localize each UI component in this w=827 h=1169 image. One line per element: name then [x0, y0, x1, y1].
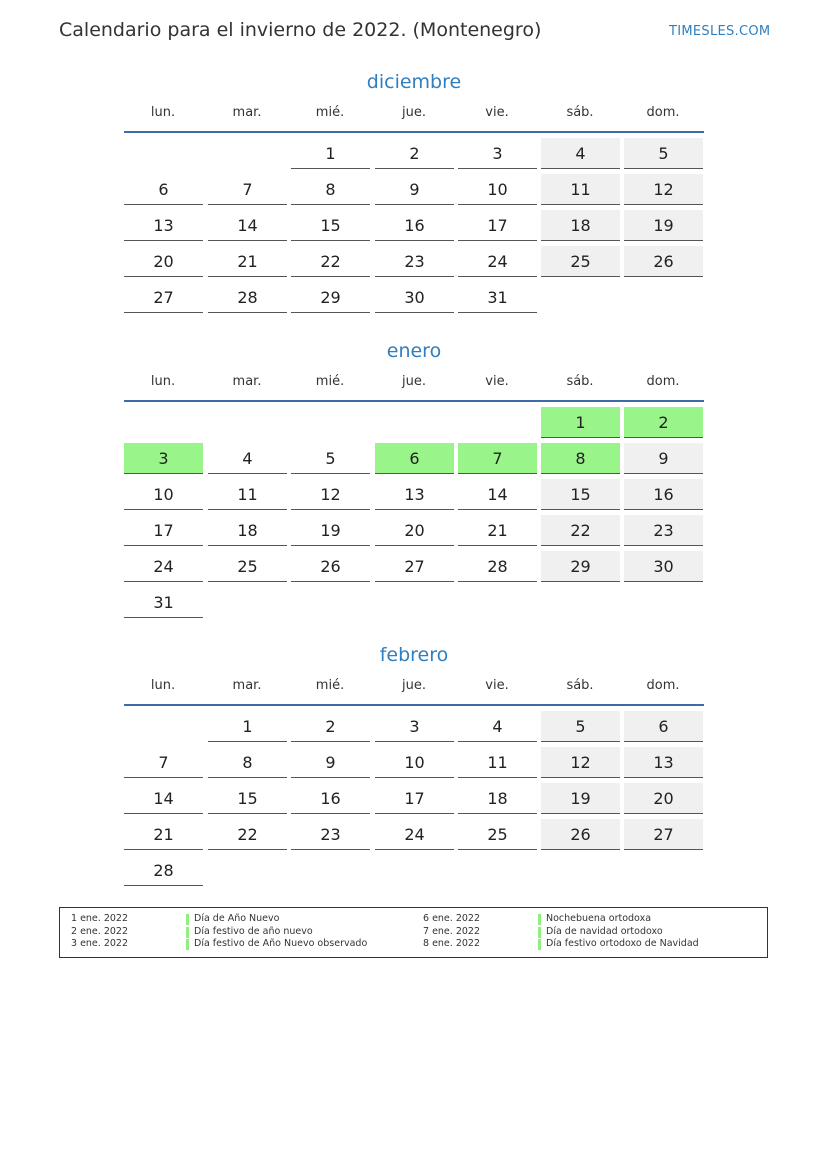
day-cell: 16 — [291, 783, 370, 814]
day-cell: 12 — [541, 747, 620, 778]
day-cell: 30 — [375, 282, 454, 313]
weekday-label: dom. — [646, 678, 680, 693]
day-cell: 31 — [124, 587, 203, 618]
day-cell: 16 — [375, 210, 454, 241]
day-cell: 16 — [624, 479, 703, 510]
day-cell: 11 — [541, 174, 620, 205]
weekday-label: dom. — [646, 105, 680, 120]
day-cell: 5 — [624, 138, 703, 169]
day-cell: 19 — [291, 515, 370, 546]
day-cell: 23 — [291, 819, 370, 850]
day-cell: 30 — [624, 551, 703, 582]
weekday-label: dom. — [646, 374, 680, 389]
day-cell: 21 — [208, 246, 287, 277]
month-diciembre — [124, 69, 704, 307]
day-cell: 10 — [124, 479, 203, 510]
day-cell: 10 — [375, 747, 454, 778]
legend-color-swatch — [538, 927, 541, 938]
day-cell: 15 — [541, 479, 620, 510]
day-cell: 14 — [458, 479, 537, 510]
day-cell: 27 — [124, 282, 203, 313]
day-cell: 1 — [291, 138, 370, 169]
day-cell: 1 — [208, 711, 287, 742]
legend-date: 2 ene. 2022 — [71, 925, 128, 937]
month-name: diciembre — [366, 71, 462, 93]
day-cell: 20 — [624, 783, 703, 814]
day-cell: 25 — [208, 551, 287, 582]
legend-date: 8 ene. 2022 — [423, 938, 480, 949]
weekday-label: mié. — [315, 374, 345, 389]
day-cell: 4 — [208, 443, 287, 474]
weekday-label: sáb. — [566, 374, 594, 389]
day-cell: 11 — [208, 479, 287, 510]
weekday-header — [124, 105, 704, 123]
day-cell: 21 — [458, 515, 537, 546]
day-cell: 25 — [458, 819, 537, 850]
day-cell: 8 — [291, 174, 370, 205]
weekday-label: mar. — [232, 374, 262, 389]
holiday-day-cell: 2 — [624, 407, 703, 438]
weekday-header — [124, 678, 704, 696]
legend-color-swatch — [186, 927, 189, 938]
legend-date: 7 ene. 2022 — [423, 925, 480, 937]
legend-date: 1 ene. 2022 — [71, 913, 128, 924]
holiday-day-cell: 7 — [458, 443, 537, 474]
day-cell: 20 — [124, 246, 203, 277]
day-cell: 28 — [458, 551, 537, 582]
month-divider — [124, 704, 704, 706]
month-enero — [124, 338, 704, 612]
month-divider — [124, 131, 704, 133]
legend-date: 6 ene. 2022 — [423, 913, 480, 924]
weekday-label: lun. — [150, 105, 176, 120]
holiday-day-cell: 8 — [541, 443, 620, 474]
month-divider — [124, 400, 704, 402]
day-cell: 31 — [458, 282, 537, 313]
day-cell: 24 — [458, 246, 537, 277]
legend-holiday-name: Día festivo ortodoxo de Navidad — [546, 938, 699, 949]
day-cell: 17 — [375, 783, 454, 814]
legend-color-swatch — [538, 914, 541, 925]
holiday-day-cell: 1 — [541, 407, 620, 438]
legend-color-swatch — [186, 939, 189, 950]
weekday-label: vie. — [485, 105, 509, 120]
holiday-day-cell: 6 — [375, 443, 454, 474]
weekday-label: mié. — [315, 678, 345, 693]
weekday-label: mar. — [232, 678, 262, 693]
day-cell: 15 — [208, 783, 287, 814]
day-cell: 13 — [375, 479, 454, 510]
weekday-header — [124, 374, 704, 392]
day-cell: 26 — [291, 551, 370, 582]
month-name: enero — [386, 340, 442, 362]
day-cell: 14 — [208, 210, 287, 241]
site-link[interactable]: TIMESLES.COM — [669, 24, 771, 39]
day-cell: 12 — [624, 174, 703, 205]
day-cell: 23 — [375, 246, 454, 277]
day-cell: 18 — [458, 783, 537, 814]
legend-holiday-name: Día de navidad ortodoxo — [546, 925, 663, 937]
day-cell: 20 — [375, 515, 454, 546]
page-title: Calendario para el invierno de 2022. (Montenegro) — [59, 19, 542, 41]
day-cell: 28 — [208, 282, 287, 313]
day-cell: 2 — [291, 711, 370, 742]
day-cell: 19 — [541, 783, 620, 814]
day-cell: 22 — [291, 246, 370, 277]
weekday-label: jue. — [402, 105, 426, 120]
legend-color-swatch — [186, 914, 189, 925]
day-cell: 15 — [291, 210, 370, 241]
day-cell: 24 — [124, 551, 203, 582]
day-cell: 7 — [124, 747, 203, 778]
day-cell: 2 — [375, 138, 454, 169]
day-cell: 9 — [624, 443, 703, 474]
day-cell: 14 — [124, 783, 203, 814]
weekday-label: jue. — [402, 678, 426, 693]
day-cell: 10 — [458, 174, 537, 205]
day-cell: 4 — [458, 711, 537, 742]
weekday-label: mar. — [232, 105, 262, 120]
weekday-label: vie. — [485, 678, 509, 693]
day-cell: 18 — [541, 210, 620, 241]
weekday-label: mié. — [315, 105, 345, 120]
day-cell: 18 — [208, 515, 287, 546]
day-cell: 25 — [541, 246, 620, 277]
day-cell: 5 — [291, 443, 370, 474]
day-cell: 27 — [375, 551, 454, 582]
day-cell: 6 — [124, 174, 203, 205]
weekday-label: vie. — [485, 374, 509, 389]
legend-color-swatch — [538, 939, 541, 950]
day-cell: 13 — [624, 747, 703, 778]
day-cell: 6 — [624, 711, 703, 742]
day-cell: 3 — [458, 138, 537, 169]
day-cell: 27 — [624, 819, 703, 850]
day-cell: 28 — [124, 855, 203, 886]
day-cell: 5 — [541, 711, 620, 742]
weekday-label: sáb. — [566, 678, 594, 693]
month-name: febrero — [379, 644, 449, 666]
legend-holiday-name: Día festivo de año nuevo — [194, 925, 313, 937]
day-cell: 17 — [124, 515, 203, 546]
weekday-label: lun. — [150, 678, 176, 693]
day-cell: 17 — [458, 210, 537, 241]
day-cell: 29 — [291, 282, 370, 313]
day-cell: 26 — [541, 819, 620, 850]
weekday-label: sáb. — [566, 105, 594, 120]
weekday-label: lun. — [150, 374, 176, 389]
day-cell: 9 — [291, 747, 370, 778]
day-cell: 21 — [124, 819, 203, 850]
day-cell: 13 — [124, 210, 203, 241]
month-febrero — [124, 642, 704, 880]
day-cell: 4 — [541, 138, 620, 169]
weekday-label: jue. — [402, 374, 426, 389]
legend-date: 3 ene. 2022 — [71, 938, 128, 949]
day-cell: 26 — [624, 246, 703, 277]
day-cell: 9 — [375, 174, 454, 205]
day-cell: 12 — [291, 479, 370, 510]
day-cell: 22 — [208, 819, 287, 850]
legend-holiday-name: Día de Año Nuevo — [194, 913, 280, 924]
day-cell: 29 — [541, 551, 620, 582]
day-cell: 7 — [208, 174, 287, 205]
day-cell: 3 — [375, 711, 454, 742]
day-cell: 23 — [624, 515, 703, 546]
legend-holiday-name: Nochebuena ortodoxa — [546, 913, 652, 924]
holiday-day-cell: 3 — [124, 443, 203, 474]
legend-holiday-name: Día festivo de Año Nuevo observado — [194, 938, 368, 949]
day-cell: 19 — [624, 210, 703, 241]
day-cell: 8 — [208, 747, 287, 778]
day-cell: 24 — [375, 819, 454, 850]
day-cell: 22 — [541, 515, 620, 546]
holiday-legend — [59, 907, 768, 958]
day-cell: 11 — [458, 747, 537, 778]
